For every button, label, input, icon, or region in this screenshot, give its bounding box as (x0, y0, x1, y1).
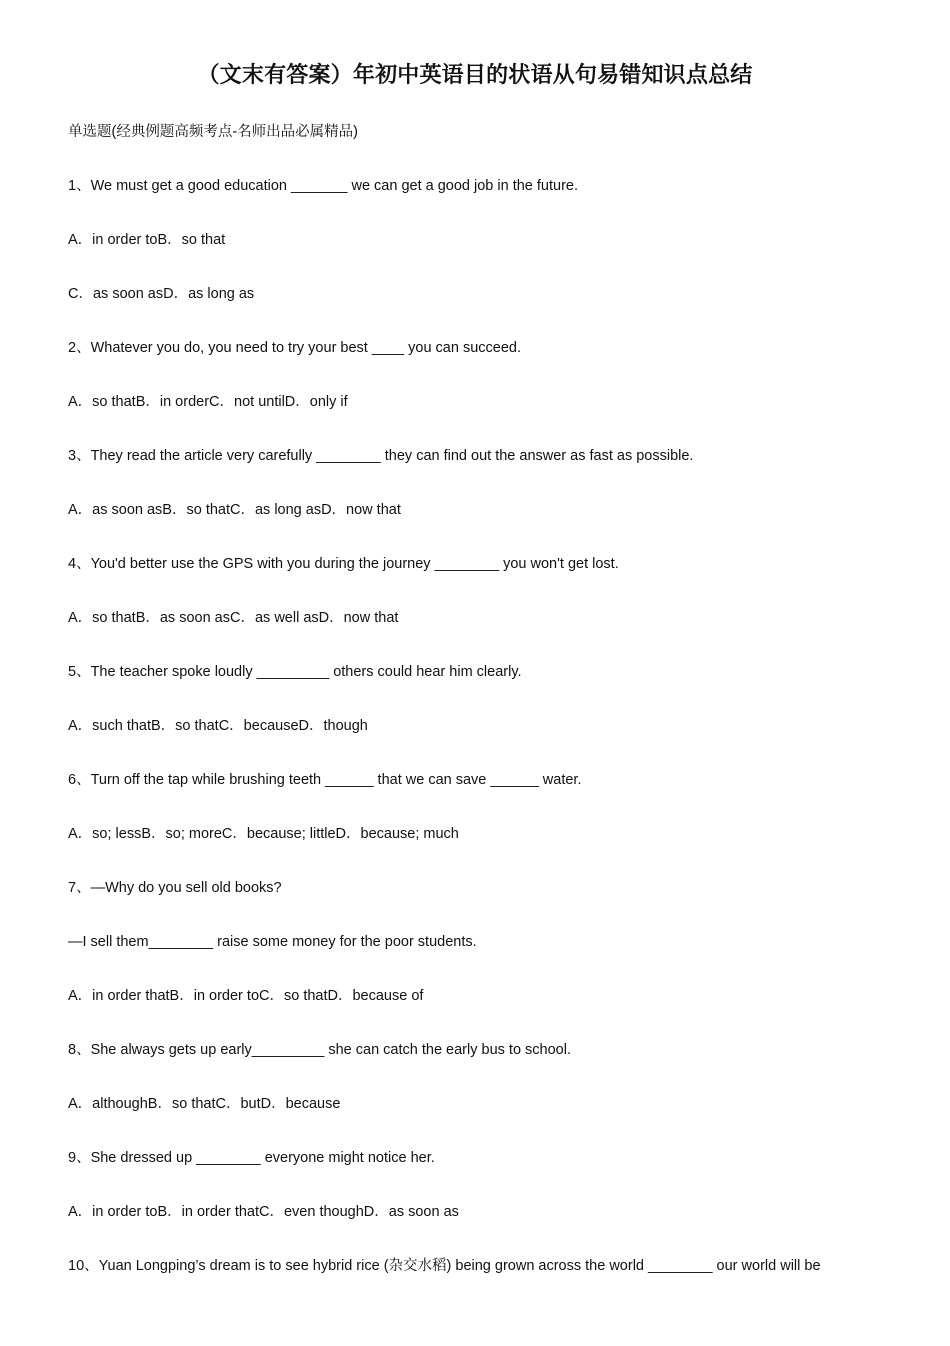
question-2: 2、Whatever you do, you need to try your best ____ you can succeed. (68, 340, 521, 356)
question-5: 5、The teacher spoke loudly _________ others could hear him clearly. (68, 664, 522, 680)
question-1-options-ab: A．in order toB．so that (68, 232, 226, 248)
question-7-options: A．in order thatB．in order toC．so thatD．because of (68, 988, 424, 1004)
question-8: 8、She always gets up early_________ she can catch the early bus to school. (68, 1042, 571, 1058)
question-8-options: A．althoughB．so thatC．butD．because (68, 1096, 341, 1112)
question-10: 10、Yuan Longping’s dream is to see hybrid rice (杂交水稻) being grown across the world ________ our world will be (68, 1258, 821, 1274)
question-4: 4、You'd better use the GPS with you during the journey ________ you won't get lost. (68, 556, 619, 572)
question-9-options: A．in order toB．in order thatC．even thoughD．as soon as (68, 1204, 459, 1220)
question-9: 9、She dressed up ________ everyone might notice her. (68, 1150, 435, 1166)
question-3: 3、They read the article very carefully ________ they can find out the answer as fast as possible. (68, 448, 694, 464)
question-2-options: A．so thatB．in orderC．not untilD．only if (68, 394, 348, 410)
question-1: 1、We must get a good education _______ we can get a good job in the future. (68, 178, 579, 194)
question-6-options: A．so; lessB．so; moreC．because; littleD．because; much (68, 826, 459, 842)
question-3-options: A．as soon asB．so thatC．as long asD．now that (68, 502, 401, 518)
question-4-options: A．so thatB．as soon asC．as well asD．now that (68, 610, 399, 626)
section-heading: 单选题(经典例题高频考点-名师出品必属精品) (68, 124, 358, 140)
question-7-response: —I sell them________ raise some money for the poor students. (68, 934, 477, 950)
question-6: 6、Turn off the tap while brushing teeth ______ that we can save ______ water. (68, 772, 582, 788)
question-5-options: A．such thatB．so thatC．becauseD．though (68, 718, 368, 734)
document-title: （文末有答案）年初中英语目的状语从句易错知识点总结 (197, 62, 753, 87)
question-7: 7、—Why do you sell old books? (68, 880, 282, 896)
question-1-options-cd: C．as soon asD．as long as (68, 286, 255, 302)
